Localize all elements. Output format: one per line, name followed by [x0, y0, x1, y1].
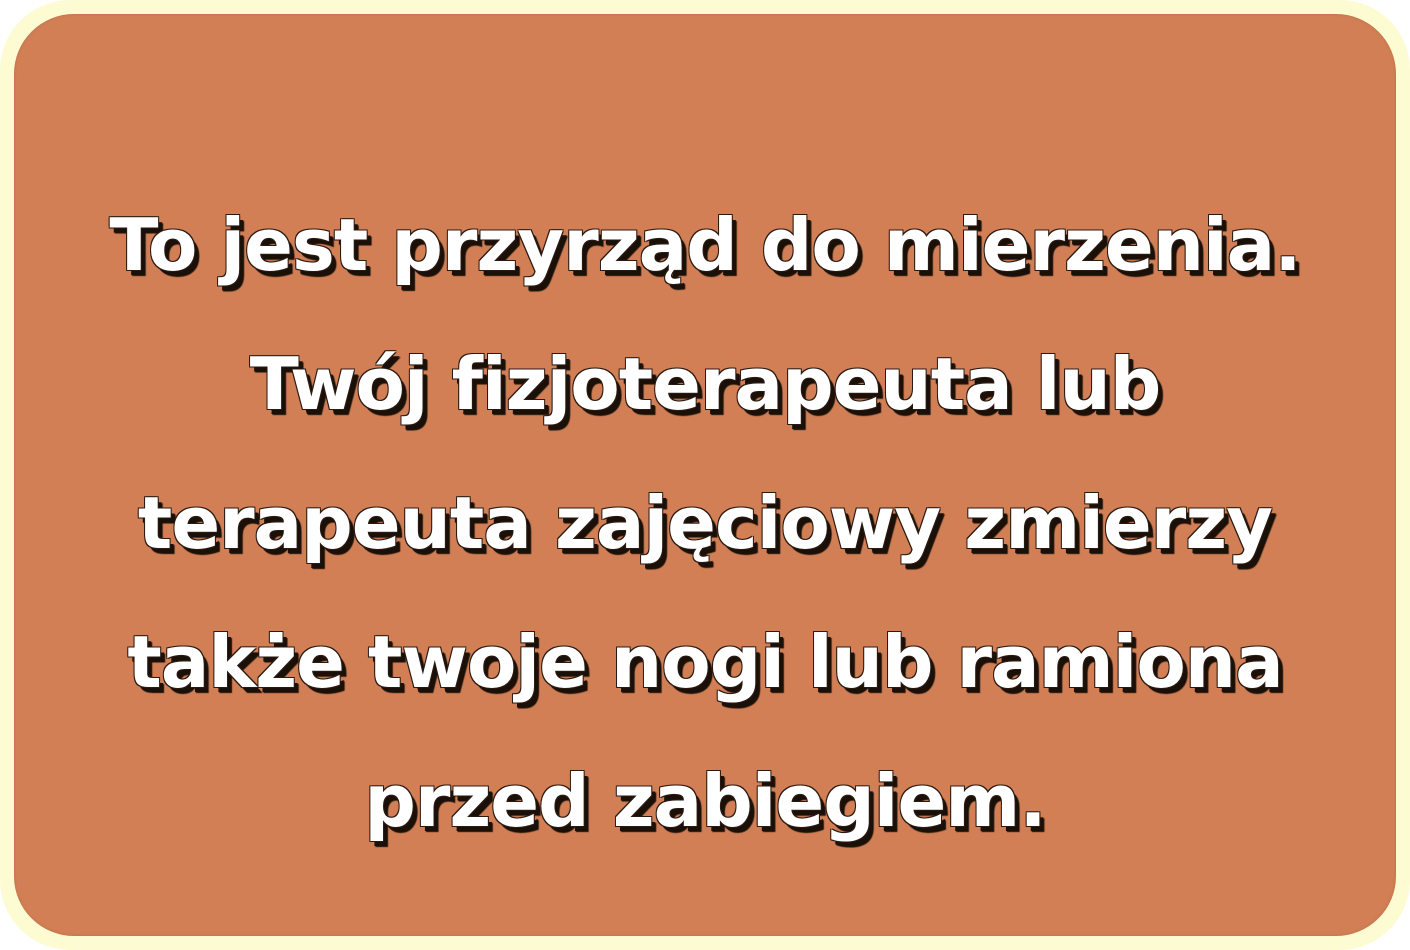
message-card	[14, 14, 1396, 936]
message-line-3: terapeuta zajęciowy zmierzy	[137, 481, 1273, 565]
message-line-4: także twoje nogi lub ramiona	[127, 620, 1283, 704]
message-line-5: przed zabiegiem.	[364, 759, 1046, 843]
message-line-1: To jest przyrząd do mierzenia.	[109, 203, 1301, 287]
message-text	[14, 176, 1396, 871]
message-line-2: Twój fizjoterapeuta lub	[249, 342, 1161, 426]
